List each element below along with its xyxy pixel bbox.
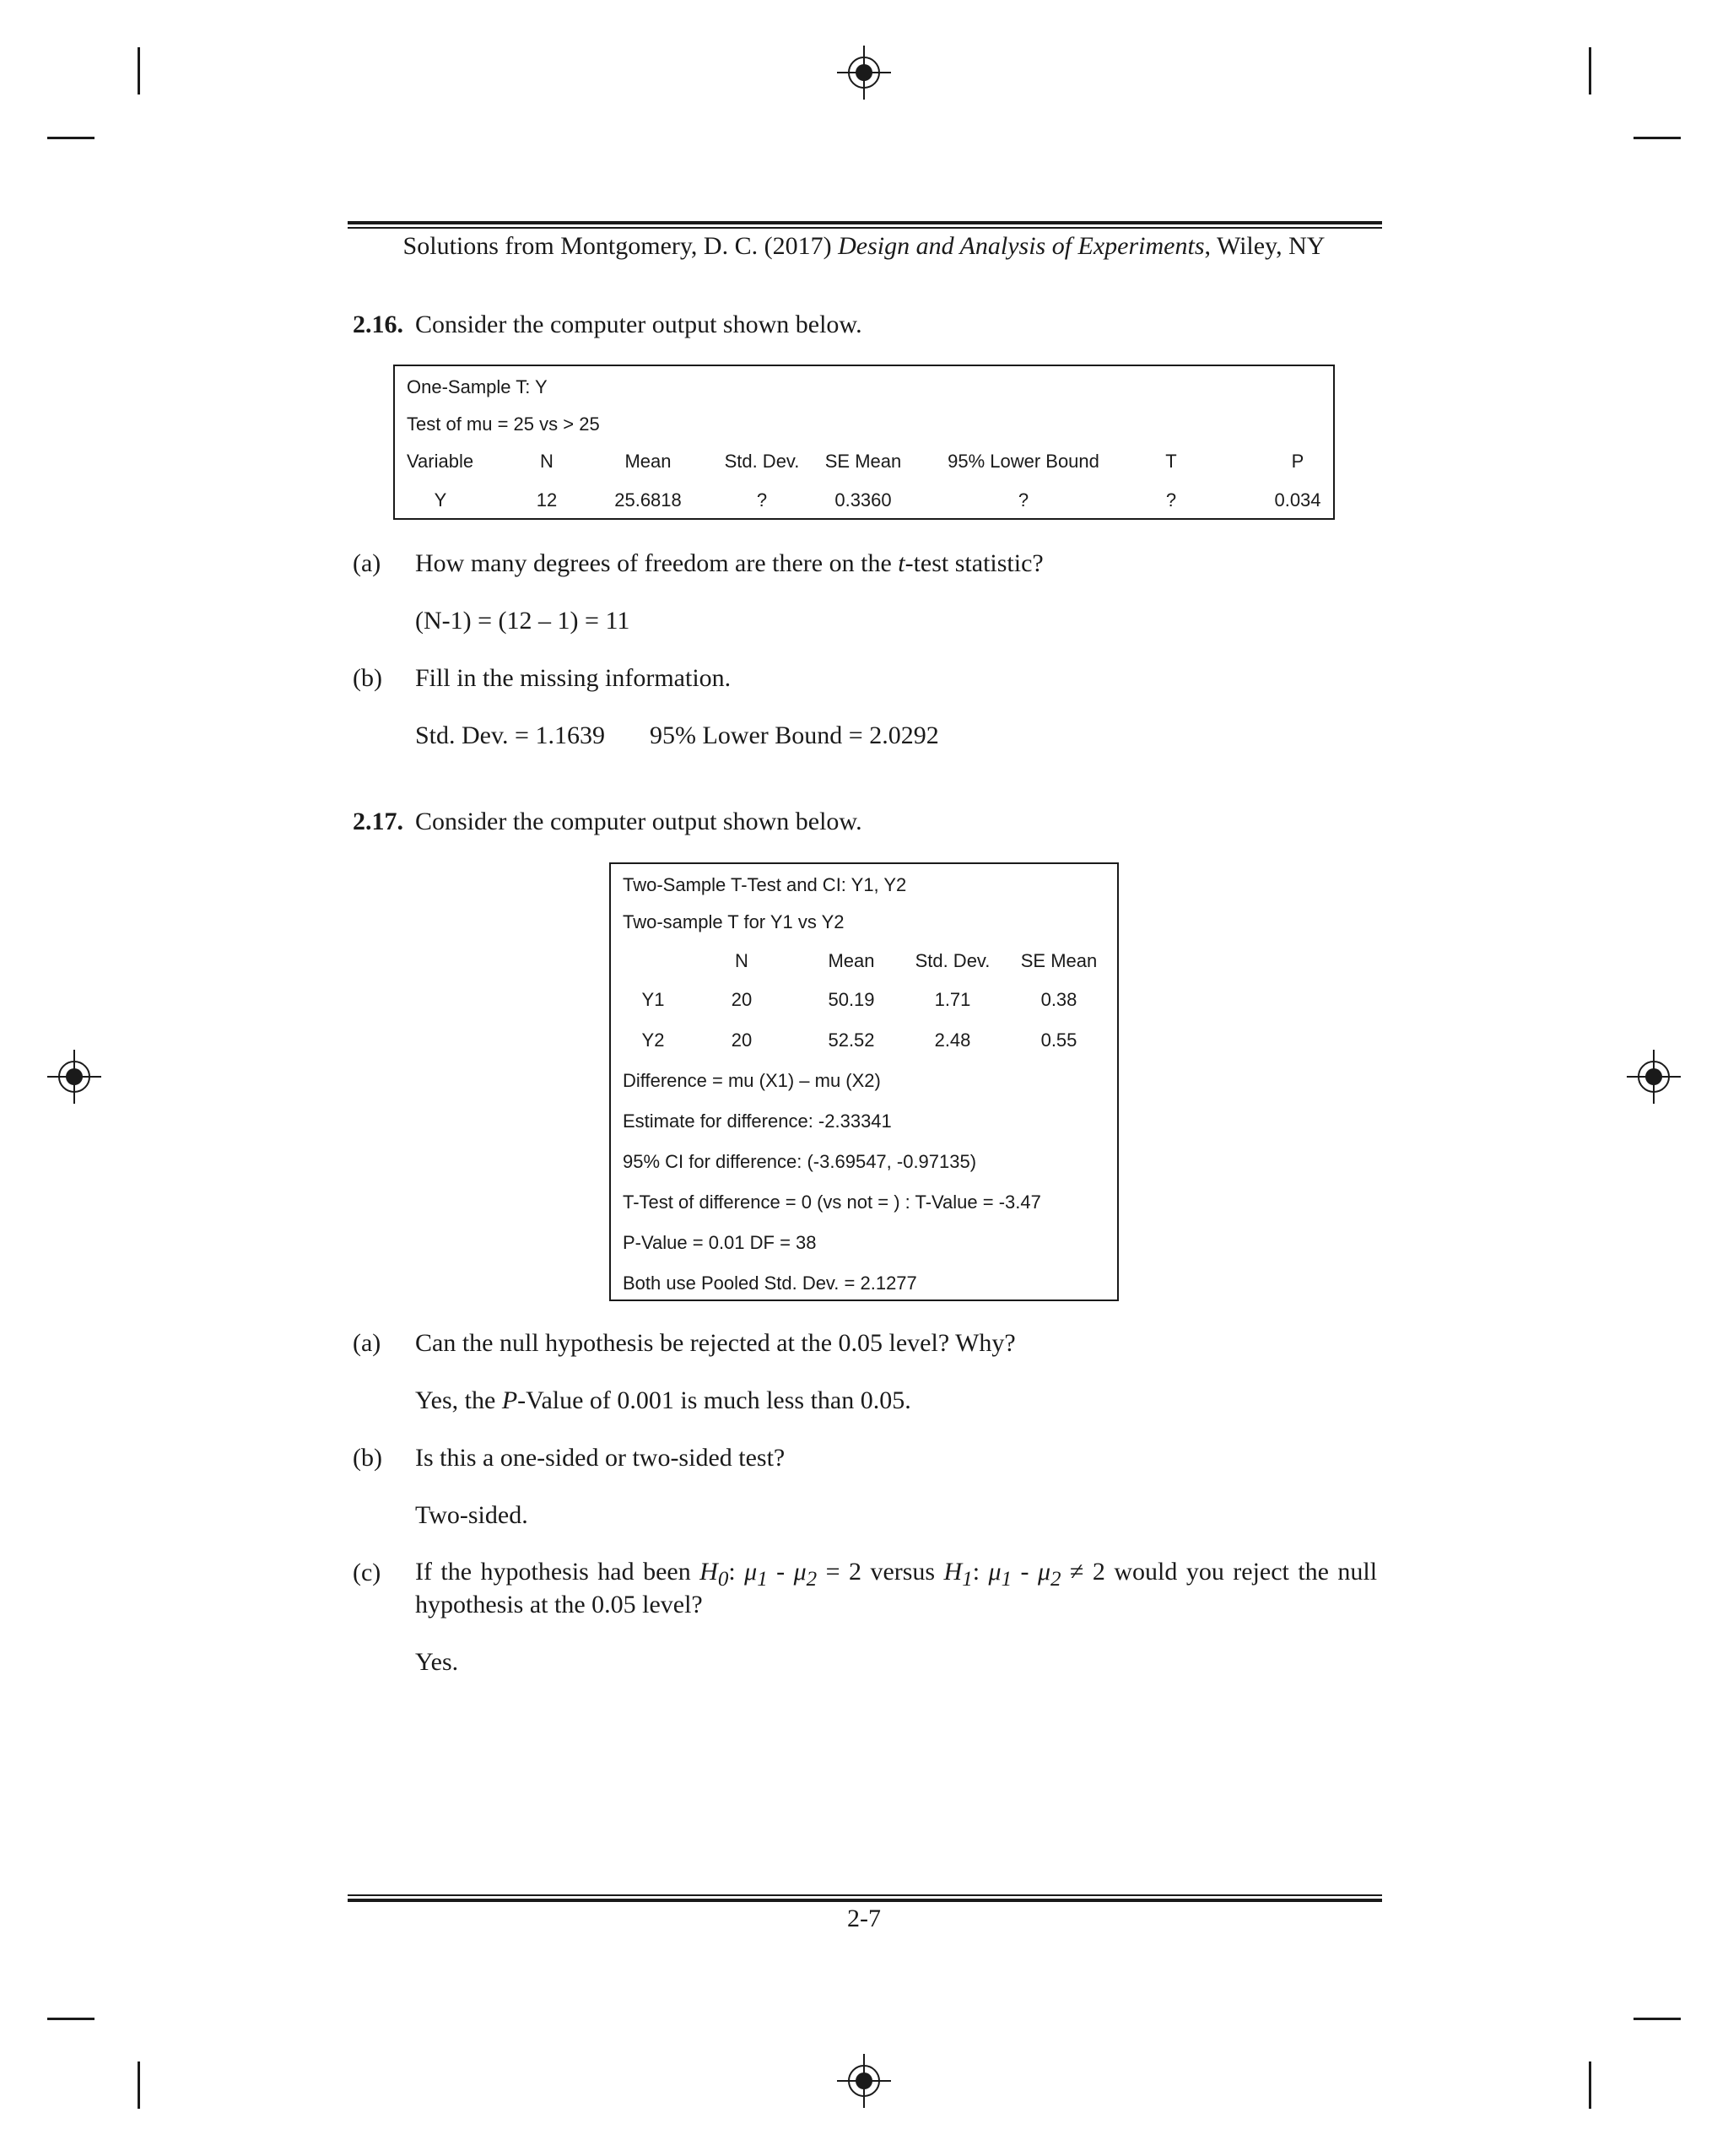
mu-subscript: 2 bbox=[806, 1568, 818, 1591]
output-line: Estimate for difference: -2.33341 bbox=[623, 1110, 892, 1132]
table-row bbox=[395, 488, 1333, 513]
cell-mean: 52.52 bbox=[828, 1029, 875, 1051]
col-se-mean: SE Mean bbox=[1020, 950, 1098, 971]
table-row bbox=[611, 1028, 1117, 1053]
registration-mark-top-icon bbox=[837, 46, 891, 100]
question-number: 2.16. bbox=[353, 311, 403, 338]
h0-symbol: H bbox=[699, 1558, 718, 1586]
col-n: N bbox=[735, 950, 748, 971]
cell-name: Y1 bbox=[641, 989, 665, 1010]
mu-symbol: μ bbox=[988, 1558, 1002, 1586]
running-header bbox=[0, 230, 1728, 263]
output-line: Both use Pooled Std. Dev. = 2.1277 bbox=[623, 1273, 917, 1294]
cell-p: 0.034 bbox=[1274, 489, 1321, 511]
a-italic: P bbox=[501, 1386, 518, 1414]
cell-lower-bound: ? bbox=[1018, 489, 1029, 511]
answer-2-16-b-2: 95% Lower Bound = 2.0292 bbox=[650, 721, 939, 749]
col-n: N bbox=[540, 451, 554, 472]
a-text: Yes, the bbox=[415, 1386, 502, 1414]
col-mean: Mean bbox=[624, 451, 672, 472]
output-header-row bbox=[611, 948, 1117, 974]
cell-variable: Y bbox=[434, 489, 447, 511]
output-line: Difference = mu (X1) – mu (X2) bbox=[623, 1070, 881, 1091]
question-2-17-prompt: Consider the computer output shown below. bbox=[415, 808, 862, 835]
h1-subscript: 1 bbox=[962, 1568, 973, 1591]
mu-symbol: μ bbox=[744, 1558, 758, 1586]
col-se-mean: SE Mean bbox=[824, 451, 902, 472]
part-label-a: (a) bbox=[353, 1329, 381, 1357]
q-text: -test statistic? bbox=[904, 549, 1044, 577]
header-prefix: Solutions from Montgomery, D. C. (2017) bbox=[402, 232, 839, 260]
output-title: Two-Sample T-Test and CI: Y1, Y2 bbox=[623, 874, 907, 895]
crop-mark-bottom-left-vertical bbox=[138, 2061, 140, 2109]
cell-std-dev: 2.48 bbox=[934, 1029, 971, 1051]
part-label-b: (b) bbox=[353, 1444, 382, 1472]
registration-mark-right-icon bbox=[1627, 1050, 1681, 1104]
crop-mark-bottom-right-vertical bbox=[1589, 2061, 1591, 2109]
part-label-c: (c) bbox=[353, 1559, 381, 1586]
page-number: 2-7 bbox=[847, 1905, 881, 1932]
cell-mean: 50.19 bbox=[828, 989, 875, 1010]
part-label-b: (b) bbox=[353, 664, 382, 692]
c-text: If the hypothesis had been bbox=[415, 1558, 691, 1586]
header-rule-thick bbox=[348, 221, 1382, 224]
footer-rule-thin bbox=[348, 1894, 1382, 1896]
cell-se-mean: 0.55 bbox=[1040, 1029, 1077, 1051]
crop-mark-top-left-vertical bbox=[138, 47, 140, 95]
cell-se-mean: 0.3360 bbox=[834, 489, 892, 511]
question-2-16 bbox=[353, 308, 403, 342]
col-std-dev: Std. Dev. bbox=[724, 451, 800, 472]
cell-t: ? bbox=[1165, 489, 1177, 511]
crop-mark-bottom-right-horizontal bbox=[1634, 2018, 1681, 2020]
cell-n: 12 bbox=[536, 489, 558, 511]
part-label-a: (a) bbox=[353, 549, 381, 577]
question-2-17-a: Can the null hypothesis be rejected at the 0.05 level? Why? bbox=[415, 1329, 1016, 1357]
mu-subscript: 1 bbox=[757, 1568, 768, 1591]
output-title: One-Sample T: Y bbox=[407, 376, 548, 397]
crop-mark-top-right-horizontal bbox=[1634, 137, 1681, 139]
question-2-16-prompt: Consider the computer output shown below. bbox=[415, 311, 862, 338]
answer-2-17-b: Two-sided. bbox=[415, 1501, 528, 1529]
col-t: T bbox=[1165, 451, 1177, 472]
mu-subscript: 1 bbox=[1001, 1568, 1012, 1591]
output-line: P-Value = 0.01 DF = 38 bbox=[623, 1232, 817, 1253]
question-2-16-a bbox=[415, 547, 1044, 581]
cell-se-mean: 0.38 bbox=[1040, 989, 1077, 1010]
question-2-17-c-line1: If the hypothesis had been $H_0$: $\mu_1 - \mu_2 = 2$ versus $H_1$: $\mu_1 - \mu_2 \ne 2$ would you reject the null bbox=[415, 1558, 1378, 1591]
cell-std-dev: 1.71 bbox=[934, 989, 971, 1010]
table-row bbox=[611, 987, 1117, 1013]
c-text: versus bbox=[870, 1558, 936, 1586]
col-lower-bound: 95% Lower Bound bbox=[948, 451, 1099, 472]
header-rule-thin bbox=[348, 227, 1382, 229]
question-2-16-b: Fill in the missing information. bbox=[415, 664, 732, 692]
c-text: would you reject the null bbox=[1114, 1558, 1378, 1586]
output-line: 95% CI for difference: (-3.69547, -0.97135) bbox=[623, 1151, 977, 1172]
q-text: How many degrees of freedom are there on the bbox=[415, 549, 899, 577]
col-std-dev: Std. Dev. bbox=[915, 950, 991, 971]
question-2-17-c-line2: hypothesis at the 0.05 level? bbox=[415, 1591, 703, 1618]
answer-2-17-a bbox=[415, 1384, 911, 1418]
col-mean: Mean bbox=[828, 950, 875, 971]
output-subtitle: Two-sample T for Y1 vs Y2 bbox=[623, 911, 845, 932]
mu-symbol: μ bbox=[1037, 1558, 1051, 1586]
mu-subscript: 2 bbox=[1050, 1568, 1061, 1591]
question-2-17 bbox=[353, 805, 403, 839]
cell-n: 20 bbox=[731, 1029, 753, 1051]
question-2-17-b: Is this a one-sided or two-sided test? bbox=[415, 1444, 786, 1472]
output-header-row bbox=[395, 449, 1333, 474]
h0-subscript: 0 bbox=[717, 1568, 729, 1591]
mu-symbol: μ bbox=[793, 1558, 807, 1586]
c-text: = 2 bbox=[825, 1558, 861, 1586]
a-text: -Value of 0.001 is much less than 0.05. bbox=[517, 1386, 911, 1414]
one-sample-output-box bbox=[393, 365, 1335, 520]
crop-mark-top-left-horizontal bbox=[47, 137, 94, 139]
header-suffix: , Wiley, NY bbox=[1204, 232, 1326, 260]
two-sample-output-box bbox=[609, 862, 1119, 1301]
h1-symbol: H bbox=[943, 1558, 963, 1586]
output-line: T-Test of difference = 0 (vs not = ) : T-Value = -3.47 bbox=[623, 1191, 1041, 1213]
cell-name: Y2 bbox=[641, 1029, 665, 1051]
col-p: P bbox=[1291, 451, 1304, 472]
header-book-title: Design and Analysis of Experiments bbox=[838, 232, 1205, 260]
registration-mark-left-icon bbox=[47, 1050, 101, 1104]
cell-n: 20 bbox=[731, 989, 753, 1010]
answer-2-17-c: Yes. bbox=[415, 1648, 459, 1676]
output-test-line: Test of mu = 25 vs > 25 bbox=[407, 413, 600, 435]
crop-mark-bottom-left-horizontal bbox=[47, 2018, 94, 2020]
c-text: ≠ 2 bbox=[1070, 1558, 1105, 1586]
answer-2-16-a: (N-1) = (12 – 1) = 11 bbox=[415, 607, 630, 635]
q-italic: t bbox=[898, 549, 905, 577]
crop-mark-top-right-vertical bbox=[1589, 47, 1591, 95]
question-number: 2.17. bbox=[353, 808, 403, 835]
col-variable: Variable bbox=[407, 451, 474, 472]
cell-std-dev: ? bbox=[756, 489, 768, 511]
answer-2-16-b-1: Std. Dev. = 1.1639 bbox=[415, 721, 605, 749]
registration-mark-bottom-icon bbox=[837, 2054, 891, 2108]
cell-mean: 25.6818 bbox=[614, 489, 682, 511]
